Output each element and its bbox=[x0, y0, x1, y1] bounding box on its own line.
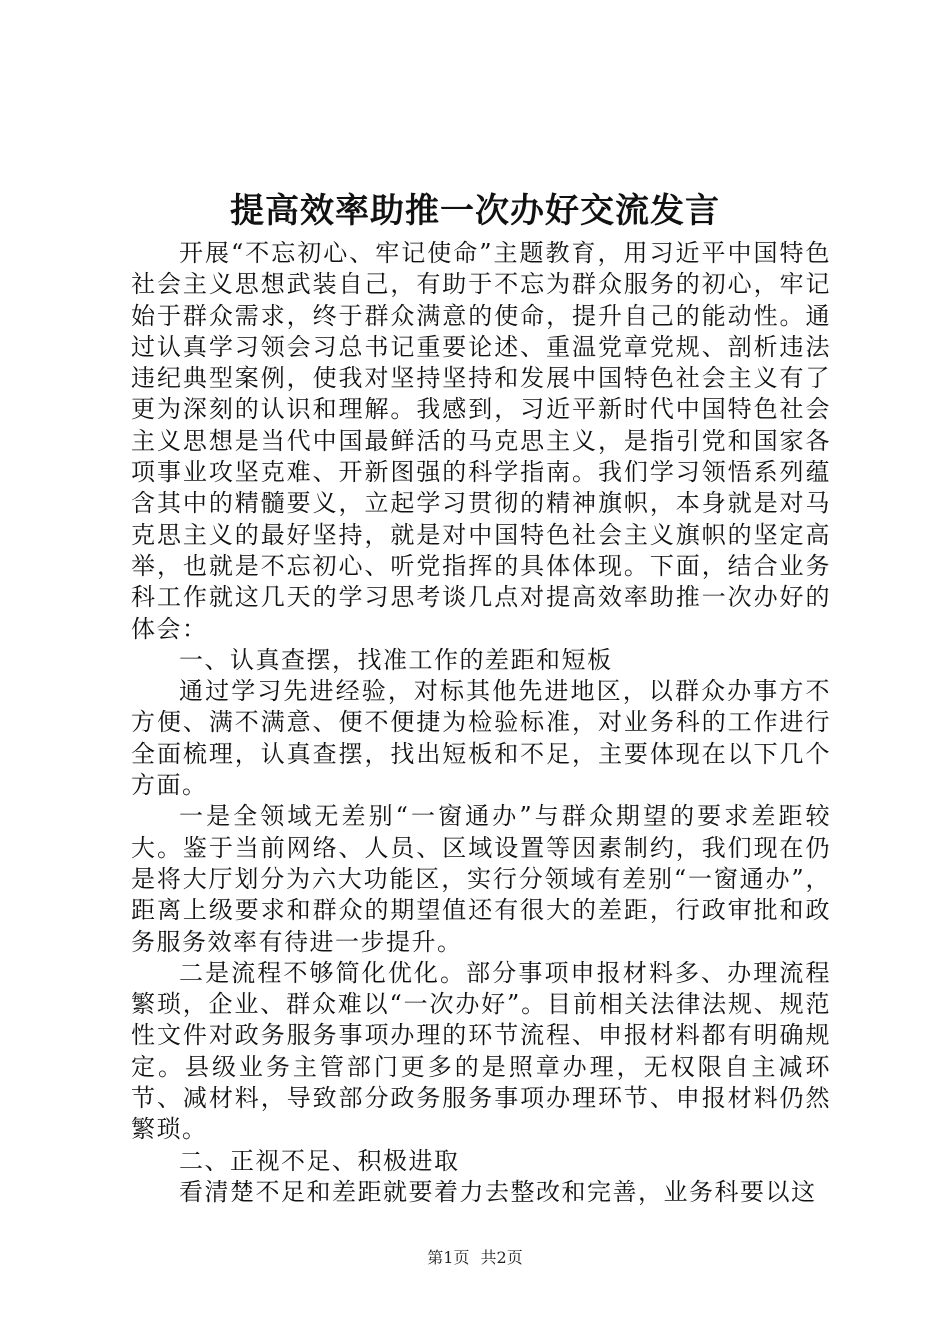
page-total: 共2页 bbox=[480, 1248, 523, 1267]
body-paragraph: 看清楚不足和差距就要着力去整改和完善，业务科要以这 bbox=[179, 1177, 817, 1206]
body-paragraph: 通过学习先进经验，对标其他先进地区，以群众办事方不方便、满不满意、便不便捷为检验标准，对业务科的工作进行全面梳理，认真查摆，找出短板和不足，主要体现在以下几个方面。 bbox=[131, 677, 831, 800]
page-number: 第1页 bbox=[427, 1248, 470, 1267]
section-heading-1: 一、认真查摆，找准工作的差距和短板 bbox=[179, 645, 613, 674]
body-paragraph: 二是流程不够简化优化。部分事项申报材料多、办理流程繁琐，企业、群众难以“一次办好”。目前相关法律法规、规范性文件对政务服务事项办理的环节流程、申报材料都有明确规定。县级业务主管部门更多的是照章办理，无权限自主减环节、减材料，导致部分政务服务事项办理环节、申报材料仍然繁琐。 bbox=[131, 958, 831, 1144]
document-title: 提高效率助推一次办好交流发言 bbox=[230, 191, 720, 231]
body-paragraph: 一是全领域无差别“一窗通办”与群众期望的要求差距较大。鉴于当前网络、人员、区域设置等因素制约，我们现在仍是将大厅划分为六大功能区，实行分领域有差别“一窗通办”，距离上级要求和群众的期望值还有很大的差距，行政审批和政务服务效率有待进一步提升。 bbox=[131, 802, 831, 956]
intro-paragraph: 开展“不忘初心、牢记使命”主题教育，用习近平中国特色社会主义思想武装自己，有助于不忘为群众服务的初心，牢记始于群众需求，终于群众满意的使命，提升自己的能动性。通过认真学习领会习总书记重要论述、重温党章党规、剖析违法违纪典型案例，使我对坚持坚持和发展中国特色社会主义有了更为深刻的认识和理解。我感到，习近平新时代中国特色社会主义思想是当代中国最鲜活的马克思主义，是指引党和国家各项事业攻坚克难、开新图强的科学指南。我们学习领悟系列蕴含其中的精髓要义，立起学习贯彻的精神旗帜，本身就是对马克思主义的最好坚持，就是对中国特色社会主义旗帜的坚定高举，也就是不忘初心、听党指挥的具体体现。下面，结合业务科工作就这几天的学习思考谈几点对提高效率助推一次办好的体会： bbox=[131, 239, 831, 643]
document-body bbox=[131, 238, 831, 1208]
section-heading-2: 二、正视不足、积极进取 bbox=[179, 1146, 460, 1175]
page-footer bbox=[0, 1245, 950, 1268]
